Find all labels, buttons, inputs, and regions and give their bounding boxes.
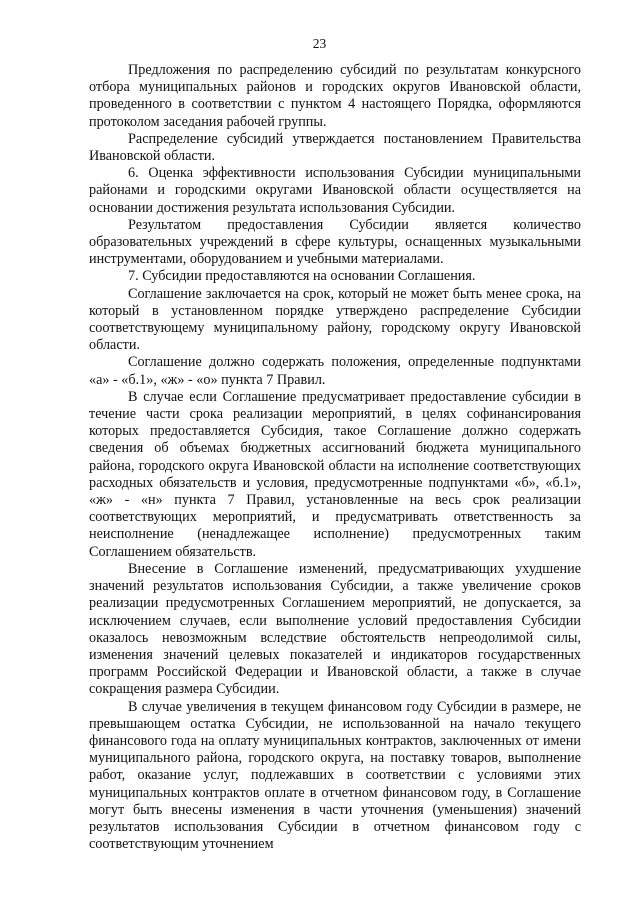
paragraph: Распределение субсидий утверждается постановлением Правительства Ивановской области.: [89, 130, 581, 165]
paragraph: 7. Субсидии предоставляются на основании Соглашения.: [128, 268, 476, 285]
paragraph: Предложения по распределению субсидий по результатам конкурсного отбора муниципальных районов и городских округов Ивановской области, проведенного в соответствии с пунктом 4 настоящего Порядка, оформляются протоколом заседания рабочей группы.: [89, 62, 581, 130]
paragraph: В случае увеличения в текущем финансовом году Субсидии в размере, не превышающем остатка Субсидии, не использованной на начало текущего финансового года на оплату муниципальных контрактов, заключенных от имени муниципального района, городского округа, на поставку товаров, выполнение работ, оказание услуг, подлежавших в соответствии с условиями этих муниципальных контрактов оплате в отчетном финансовом году, в Соглашение могут быть внесены изменения в части уточнения (уменьшения) значений результатов использования Субсидии в отчетном финансовом году с соответствующим уточнением: [89, 698, 581, 853]
paragraph: Внесение в Соглашение изменений, предусматривающих ухудшение значений результатов использования Субсидии, а также увеличение сроков реализации предусмотренных Соглашением мероприятий, не допускается, за исключением случаев, если выполнение условий предоставления Субсидии оказалось невозможным вследствие обстоятельств непреодолимой силы, изменения значений целевых показателей и индикаторов государственных программ Российской Федерации и Ивановской области, а также в случае сокращения размера Субсидии.: [89, 560, 581, 698]
paragraph: 6. Оценка эффективности использования Субсидии муниципальными районами и городскими округами Ивановской области осуществляется на основании достижения результата использования Субсидии.: [89, 165, 581, 216]
paragraph: В случае если Соглашение предусматривает предоставление субсидии в течение части срока реализации мероприятий, в целях софинансирования которых предоставляется Субсидия, такое Соглашение должно содержать сведения об объемах бюджетных ассигнований бюджета муниципального района, городского округа Ивановской области на исполнение соответствующих расходных обязательств и условия, предусмотренные подпунктами «б», «б.1», «ж» - «н» пункта 7 Правил, установленные на весь срок реализации соответствующих мероприятий, и предусматривать ответственность за неисполнение (ненадлежащее исполнение) предусмотренных таким Соглашением обязательств.: [89, 388, 581, 560]
page-number: 23: [312, 36, 327, 51]
paragraph: Результатом предоставления Субсидии является количество образовательных учреждений в сфере культуры, оснащенных музыкальными инструментами, оборудованием и учебными материалами.: [89, 216, 581, 268]
paragraph: Соглашение заключается на срок, который не может быть менее срока, на который в установленном порядке утверждено распределение Субсидии соответствующему муниципальному району, городскому округу Ивановской области.: [89, 285, 581, 354]
document-body: [89, 62, 581, 853]
paragraph: Соглашение должно содержать положения, определенные подпунктами «а» - «б.1», «ж» - «о» пункта 7 Правил.: [89, 354, 581, 388]
